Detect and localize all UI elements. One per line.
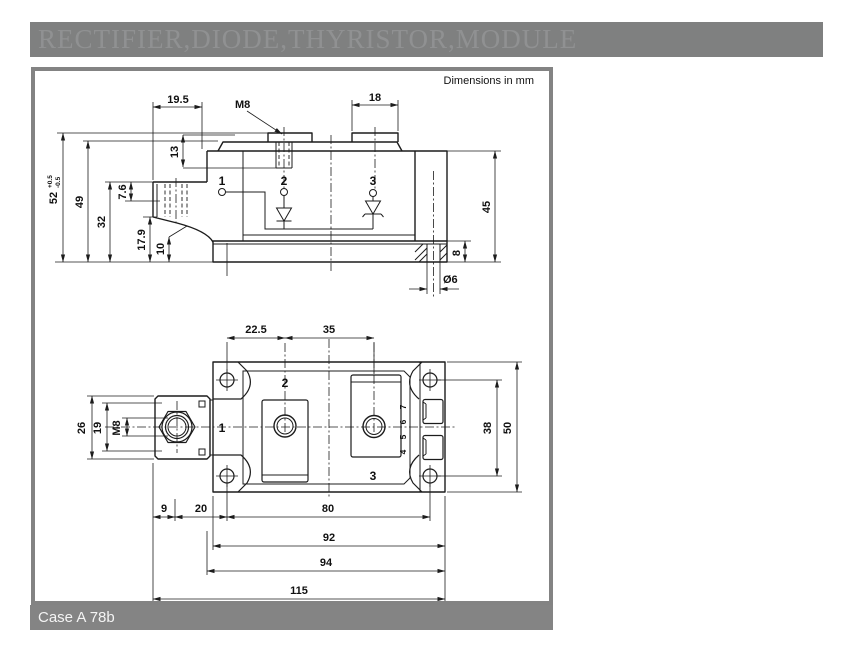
- dim-label-94: 94: [319, 557, 333, 569]
- dim-label-7-6: 7.6: [117, 184, 129, 200]
- dim-label-45: 45: [481, 200, 493, 214]
- dim-label-52-tol-minus: -0.5: [55, 176, 62, 188]
- terminal-1-pad-label: 1: [218, 421, 226, 435]
- section-hatch: [415, 244, 447, 262]
- dim-label-52-tol-plus: +0.5: [47, 175, 54, 188]
- terminal-2-label: 2: [280, 174, 288, 188]
- dim-label-92: 92: [322, 532, 336, 544]
- gate-connectors: [423, 400, 443, 460]
- dim-label-50: 50: [502, 421, 514, 435]
- dim-label-17-9: 17.9: [136, 229, 148, 251]
- dim-label-32: 32: [96, 215, 108, 229]
- dim-label-m8: M8: [235, 99, 251, 111]
- dim-label-dia6: Ø6: [443, 274, 458, 286]
- terminal-3-label: 3: [369, 174, 377, 188]
- lid-top: [218, 142, 402, 151]
- m8-stud-block: [268, 133, 312, 142]
- dim-label-22-5: 22.5: [245, 324, 267, 336]
- dim-label-26: 26: [76, 421, 88, 435]
- dimensions-note: Dimensions in mm: [443, 75, 534, 87]
- dim-label-19-5: 19.5: [167, 94, 189, 106]
- side-tab: [153, 182, 207, 217]
- dim-label-38: 38: [482, 421, 494, 435]
- pin-4-label: 4: [398, 449, 408, 455]
- outline-drawing: [35, 71, 549, 601]
- dim-label-35: 35: [322, 324, 336, 336]
- dim-label-52: 52: [48, 191, 60, 205]
- side-view: [47, 92, 501, 299]
- diode-symbol-2: [366, 201, 381, 214]
- pin-5-label: 5: [398, 434, 408, 440]
- dim-label-115: 115: [290, 585, 308, 597]
- dim-label-19: 19: [92, 421, 104, 435]
- page-title: RECTIFIER,DIODE,THYRISTOR,MODULE: [38, 24, 578, 54]
- right-boss: [415, 151, 447, 241]
- case-label: Case A 78b: [38, 609, 115, 626]
- dim-label-8: 8: [451, 249, 463, 257]
- pin-7-label: 7: [398, 404, 408, 410]
- terminal-1-node: [219, 189, 226, 196]
- dim-label-18: 18: [368, 92, 382, 104]
- drawing-box: [31, 67, 553, 605]
- dim-label-m8-bottom: M8: [111, 420, 123, 436]
- dim-label-49: 49: [74, 195, 86, 209]
- header-bar: [30, 22, 823, 57]
- footer-bar: [30, 605, 553, 630]
- terminal-1-label: 1: [218, 174, 226, 188]
- dim-label-80: 80: [321, 503, 335, 515]
- dim-label-9: 9: [160, 503, 168, 515]
- terminal-3-pad-label: 3: [369, 469, 377, 483]
- dim-label-13: 13: [169, 145, 181, 159]
- terminal-1-tab: [155, 396, 210, 459]
- dim-label-10: 10: [155, 242, 167, 256]
- dim-label-20: 20: [194, 503, 208, 515]
- terminal-2-pad-label: 2: [281, 376, 289, 390]
- terminal-3-node: [370, 190, 377, 197]
- terminal-2-node: [281, 189, 288, 196]
- diode-symbol: [277, 208, 292, 221]
- bottom-view: [76, 324, 522, 601]
- dim-label-52-group: [47, 175, 62, 204]
- pin-6-label: 6: [398, 419, 408, 425]
